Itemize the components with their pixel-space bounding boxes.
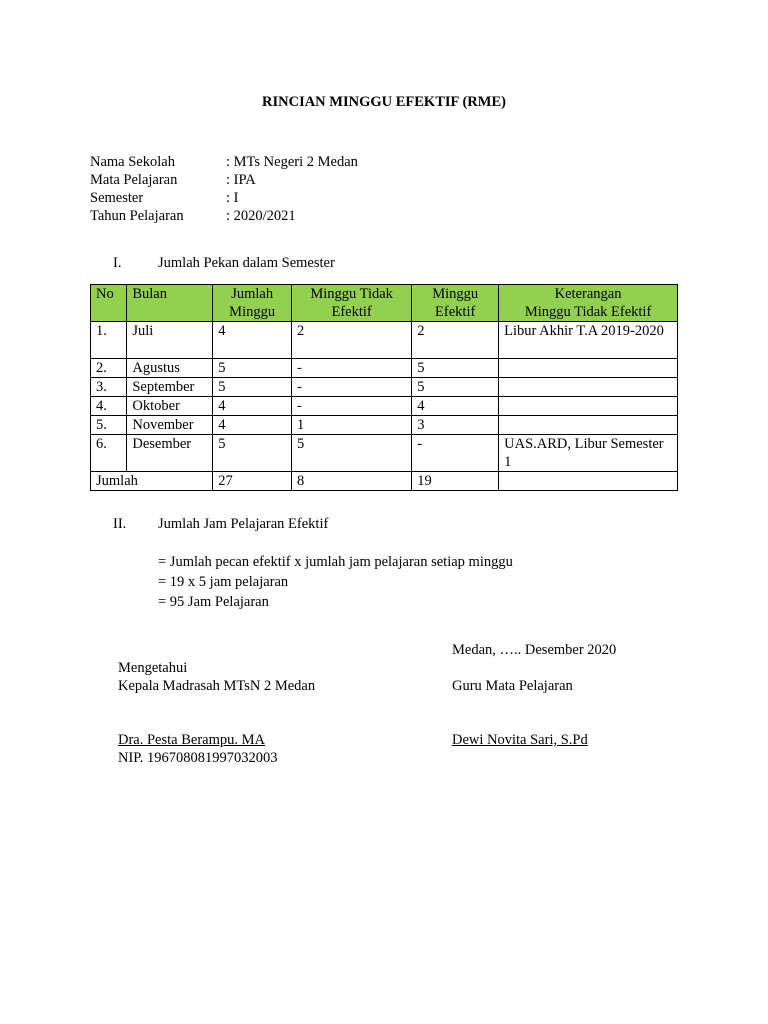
cell-jumlah: 4 [213, 322, 292, 359]
section-number: I. [113, 255, 122, 271]
section-2-heading [113, 515, 328, 533]
calculation-line: = 95 Jam Pelajaran [158, 594, 269, 610]
cell-total-efektif: 19 [412, 472, 499, 491]
cell-keterangan: UAS.ARD, Libur Semester 1 [499, 435, 678, 472]
cell-bulan: Juli [127, 322, 213, 359]
teacher-role: Guru Mata Pelajaran [452, 678, 573, 694]
cell-tidak-efektif: 2 [292, 322, 412, 359]
principal-role: Kepala Madrasah MTsN 2 Medan [118, 678, 316, 694]
info-label: Semester [90, 190, 144, 206]
effective-weeks-table [90, 284, 678, 491]
cell-tidak-efektif: 1 [292, 416, 412, 435]
cell-efektif: 3 [412, 416, 499, 435]
cell-efektif: 4 [412, 397, 499, 416]
info-row-semester [90, 189, 358, 207]
section-number: II. [113, 516, 127, 532]
header-jumlah-minggu: Jumlah Minggu [213, 285, 292, 322]
cell-total-jumlah: 27 [213, 472, 292, 491]
table-row [91, 359, 678, 378]
cell-no: 2. [91, 359, 127, 378]
info-value: : IPA [226, 172, 256, 188]
info-label: Nama Sekolah [90, 154, 175, 170]
cell-bulan: Agustus [127, 359, 213, 378]
cell-keterangan: Libur Akhir T.A 2019-2020 [499, 322, 678, 359]
cell-jumlah: 4 [213, 416, 292, 435]
table-total-row [91, 472, 678, 491]
cell-tidak-efektif: - [292, 397, 412, 416]
table-row [91, 322, 678, 359]
table-row [91, 397, 678, 416]
cell-tidak-efektif: - [292, 359, 412, 378]
principal-signature-block [118, 659, 315, 767]
cell-tidak-efektif: 5 [292, 435, 412, 472]
signature-space [452, 695, 616, 731]
cell-jumlah: 5 [213, 435, 292, 472]
cell-efektif: 5 [412, 378, 499, 397]
cell-no: 5. [91, 416, 127, 435]
info-value: : 2020/2021 [226, 208, 296, 224]
info-value: : I [226, 190, 239, 206]
cell-bulan: Oktober [127, 397, 213, 416]
signature-space [118, 695, 315, 731]
header-no: No [91, 285, 127, 322]
section-1-heading [113, 254, 335, 272]
cell-jumlah: 5 [213, 359, 292, 378]
principal-nip: NIP. 196708081997032003 [118, 750, 278, 766]
calculation-line: = Jumlah pecan efektif x jumlah jam pelajaran setiap minggu [158, 554, 513, 570]
teacher-name: Dewi Novita Sari, S.Pd [452, 732, 588, 748]
school-info [90, 153, 358, 225]
principal-name: Dra. Pesta Berampu. MA [118, 732, 265, 748]
calculation-block [158, 553, 513, 613]
cell-no: 4. [91, 397, 127, 416]
place-date: Medan, ….. Desember 2020 [452, 642, 617, 658]
cell-no: 6. [91, 435, 127, 472]
cell-keterangan [499, 397, 678, 416]
section-title: Jumlah Jam Pelajaran Efektif [158, 516, 329, 532]
table-row [91, 435, 678, 472]
table-row [91, 416, 678, 435]
cell-no: 1. [91, 322, 127, 359]
document-title: RINCIAN MINGGU EFEKTIF (RME) [262, 94, 506, 110]
cell-jumlah: 4 [213, 397, 292, 416]
spacer [452, 659, 616, 677]
info-value: : MTs Negeri 2 Medan [226, 154, 358, 170]
header-keterangan: Keterangan Minggu Tidak Efektif [499, 285, 678, 322]
info-label: Mata Pelajaran [90, 172, 178, 188]
info-row-subject [90, 171, 358, 189]
section-title: Jumlah Pekan dalam Semester [158, 255, 335, 271]
cell-bulan: Desember [127, 435, 213, 472]
cell-total-label: Jumlah [91, 472, 213, 491]
header-bulan: Bulan [127, 285, 213, 322]
cell-efektif: 5 [412, 359, 499, 378]
cell-total-tidak-efektif: 8 [292, 472, 412, 491]
cell-bulan: November [127, 416, 213, 435]
cell-keterangan [499, 416, 678, 435]
acknowledgement-label: Mengetahui [118, 660, 188, 676]
info-row-year [90, 207, 358, 225]
header-minggu-efektif: Minggu Efektif [412, 285, 499, 322]
cell-jumlah: 5 [213, 378, 292, 397]
header-minggu-tidak-efektif: Minggu Tidak Efektif [292, 285, 412, 322]
cell-keterangan [499, 359, 678, 378]
cell-no: 3. [91, 378, 127, 397]
info-row-school [90, 153, 358, 171]
teacher-signature-block [452, 641, 616, 749]
table-row [91, 378, 678, 397]
calculation-line: = 19 x 5 jam pelajaran [158, 574, 289, 590]
info-label: Tahun Pelajaran [90, 208, 184, 224]
table-header-row [91, 285, 678, 322]
cell-efektif: - [412, 435, 499, 472]
cell-total-keterangan [499, 472, 678, 491]
cell-efektif: 2 [412, 322, 499, 359]
cell-keterangan [499, 378, 678, 397]
cell-tidak-efektif: - [292, 378, 412, 397]
cell-bulan: September [127, 378, 213, 397]
